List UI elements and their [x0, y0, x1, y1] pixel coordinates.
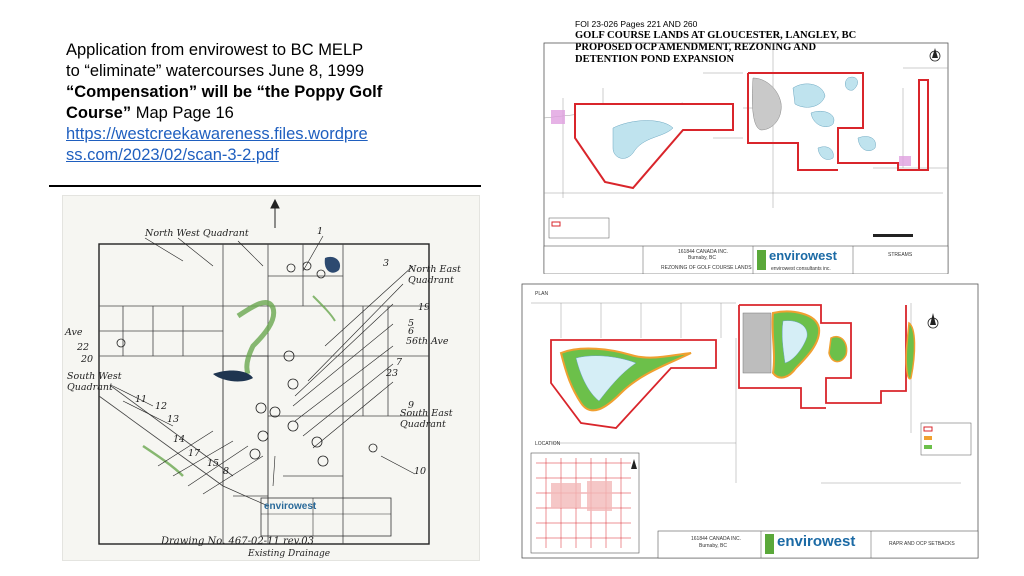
map-title-line-1: GOLF COURSE LANDS AT GLOUCESTER, LANGLEY, BC: [575, 30, 857, 41]
number-22: 22: [77, 342, 90, 353]
source-link-line-1[interactable]: https://westcreekawareness.files.wordpre: [66, 125, 368, 143]
setbacks-map: [521, 283, 979, 559]
foi-reference: FOI 23-026 Pages 221 AND 260: [575, 19, 698, 29]
streams-map: [543, 18, 949, 274]
number-14: 14: [173, 434, 186, 445]
number-3: 3: [383, 258, 390, 269]
envirowest-logo-bottom: envirowest: [777, 533, 856, 550]
streams-map-svg: [543, 18, 949, 274]
caption-line-4-bold: Course”: [66, 104, 132, 122]
client-city-bottom: Burnaby, BC: [699, 543, 727, 549]
location-label: LOCATION: [535, 441, 561, 447]
envirowest-subtitle-top: envirowest consultants inc.: [771, 266, 831, 272]
south-east-quadrant-label: South East Quadrant: [400, 408, 453, 430]
project-name-top: REZONING OF GOLF COURSE LANDS: [661, 265, 752, 271]
caption-text: [66, 40, 406, 166]
north-east-quadrant-label: North East Quadrant: [408, 264, 461, 286]
client-city-top: Burnaby, BC: [688, 255, 716, 261]
plan-label: PLAN: [535, 291, 549, 297]
number-19: 19: [418, 302, 431, 313]
number-6: 6: [408, 326, 415, 337]
number-13: 13: [167, 414, 180, 425]
envirowest-logo-top: envirowest: [769, 248, 837, 263]
number-9: 9: [408, 400, 415, 411]
source-link-line-2[interactable]: ss.com/2023/02/scan-3-2.pdf: [66, 146, 279, 164]
client-name-top: 161844 CANADA INC.: [678, 249, 729, 255]
map-title-line-2: PROPOSED OCP AMENDMENT, REZONING AND: [575, 42, 817, 53]
number-12: 12: [155, 401, 168, 412]
number-11: 11: [135, 394, 148, 405]
north-west-quadrant-label: North West Quadrant: [145, 228, 249, 239]
sheet-name-top: STREAMS: [888, 252, 913, 258]
number-23: 23: [386, 368, 399, 379]
envirowest-logo: envirowest: [264, 501, 317, 512]
number-15: 15: [207, 458, 220, 469]
south-west-quadrant-label: South West Quadrant: [67, 371, 122, 393]
number-5: 5: [408, 318, 415, 329]
caption-line-4-rest: Map Page 16: [131, 104, 234, 122]
caption-line-1: Application from envirowest to BC MELP: [66, 41, 364, 59]
existing-drainage-drawing: [62, 195, 480, 561]
number-7: 7: [396, 357, 403, 368]
drawing-number: Drawing No. 467-02-11 rev.03: [161, 536, 315, 547]
number-20: 20: [81, 354, 94, 365]
avenue-label: 56th Ave: [406, 336, 449, 347]
client-name-bottom: 161844 CANADA INC.: [691, 536, 742, 542]
drawing-subtitle: Existing Drainage: [248, 549, 331, 559]
number-8: 8: [223, 466, 230, 477]
divider-line: [49, 185, 481, 187]
number-17: 17: [188, 448, 201, 459]
caption-line-3: “Compensation” will be “the Poppy Golf: [66, 83, 383, 101]
sheet-name-bottom: RAPR AND OCP SETBACKS: [889, 541, 955, 547]
number-1: 1: [317, 226, 324, 237]
setbacks-map-svg: [521, 283, 979, 559]
number-10: 10: [414, 466, 427, 477]
caption-line-2: to “eliminate” watercourses June 8, 1999: [66, 62, 365, 80]
map-title-line-3: DETENTION POND EXPANSION: [575, 54, 735, 65]
avenue-short-label: Ave: [65, 327, 83, 338]
